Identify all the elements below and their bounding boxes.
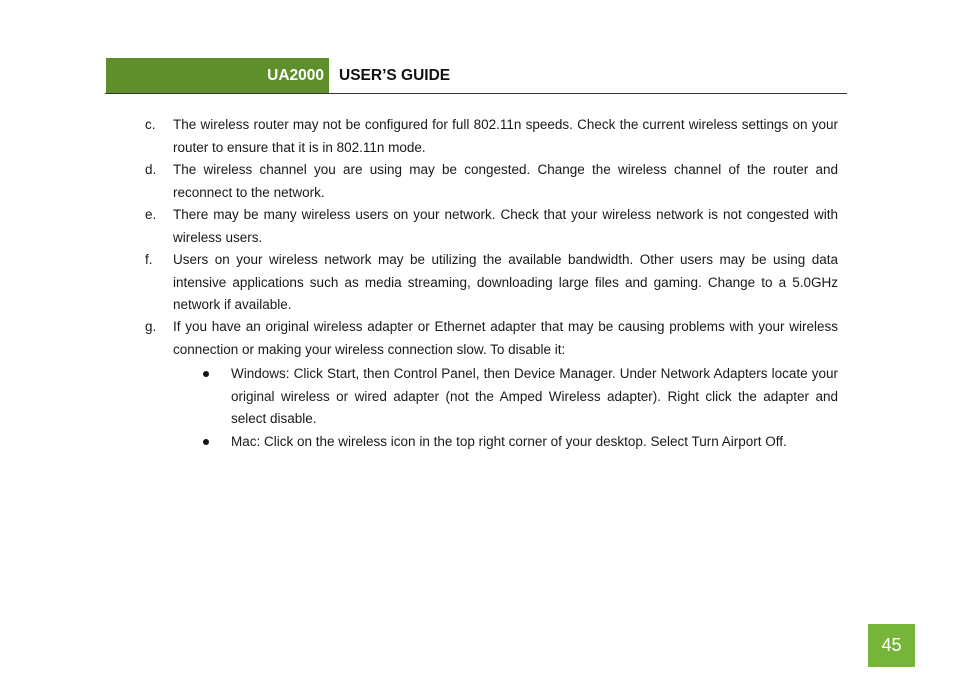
page-number: 45	[868, 624, 915, 667]
list-item-text: If you have an original wireless adapter or Ethernet adapter that may be causing problems with your wireless connection or making your wireless connection slow. To disable it:	[173, 319, 838, 357]
list-item-letter: c.	[145, 117, 156, 132]
bullet-dot-icon	[203, 439, 209, 445]
header-title: USER’S GUIDE	[339, 67, 451, 84]
list-item-text: There may be many wireless users on your network. Check that your wireless network is not congested with wireless users.	[173, 207, 838, 245]
list-item-letter: d.	[145, 162, 157, 177]
list-item-letter: f.	[145, 252, 153, 267]
page-header	[105, 58, 847, 94]
bullet-text: Windows: Click Start, then Control Panel, then Device Manager. Under Network Adapters locate your original wireless or wired adapter (not the Amped Wireless adapter). Right click the adapter and select disable.	[231, 366, 838, 426]
header-rule	[105, 93, 847, 94]
bullet-text: Mac: Click on the wireless icon in the top right corner of your desktop. Select Turn Airport Off.	[231, 434, 787, 449]
header-model: UA2000	[267, 67, 324, 84]
list-item-text: Users on your wireless network may be utilizing the available bandwidth. Other users may be using data intensive applications such as media streaming, downloading large files and gaming. Change to a 5.0GHz network if available.	[173, 252, 838, 312]
list-item-text: The wireless channel you are using may be congested. Change the wireless channel of the router and reconnect to the network.	[173, 162, 838, 200]
list-item-letter: e.	[145, 207, 157, 222]
list-item-letter: g.	[145, 319, 157, 334]
bullet-dot-icon	[203, 371, 209, 377]
list-item-text: The wireless router may not be configured for full 802.11n speeds. Check the current wireless settings on your router to ensure that it is in 802.11n mode.	[173, 117, 838, 155]
